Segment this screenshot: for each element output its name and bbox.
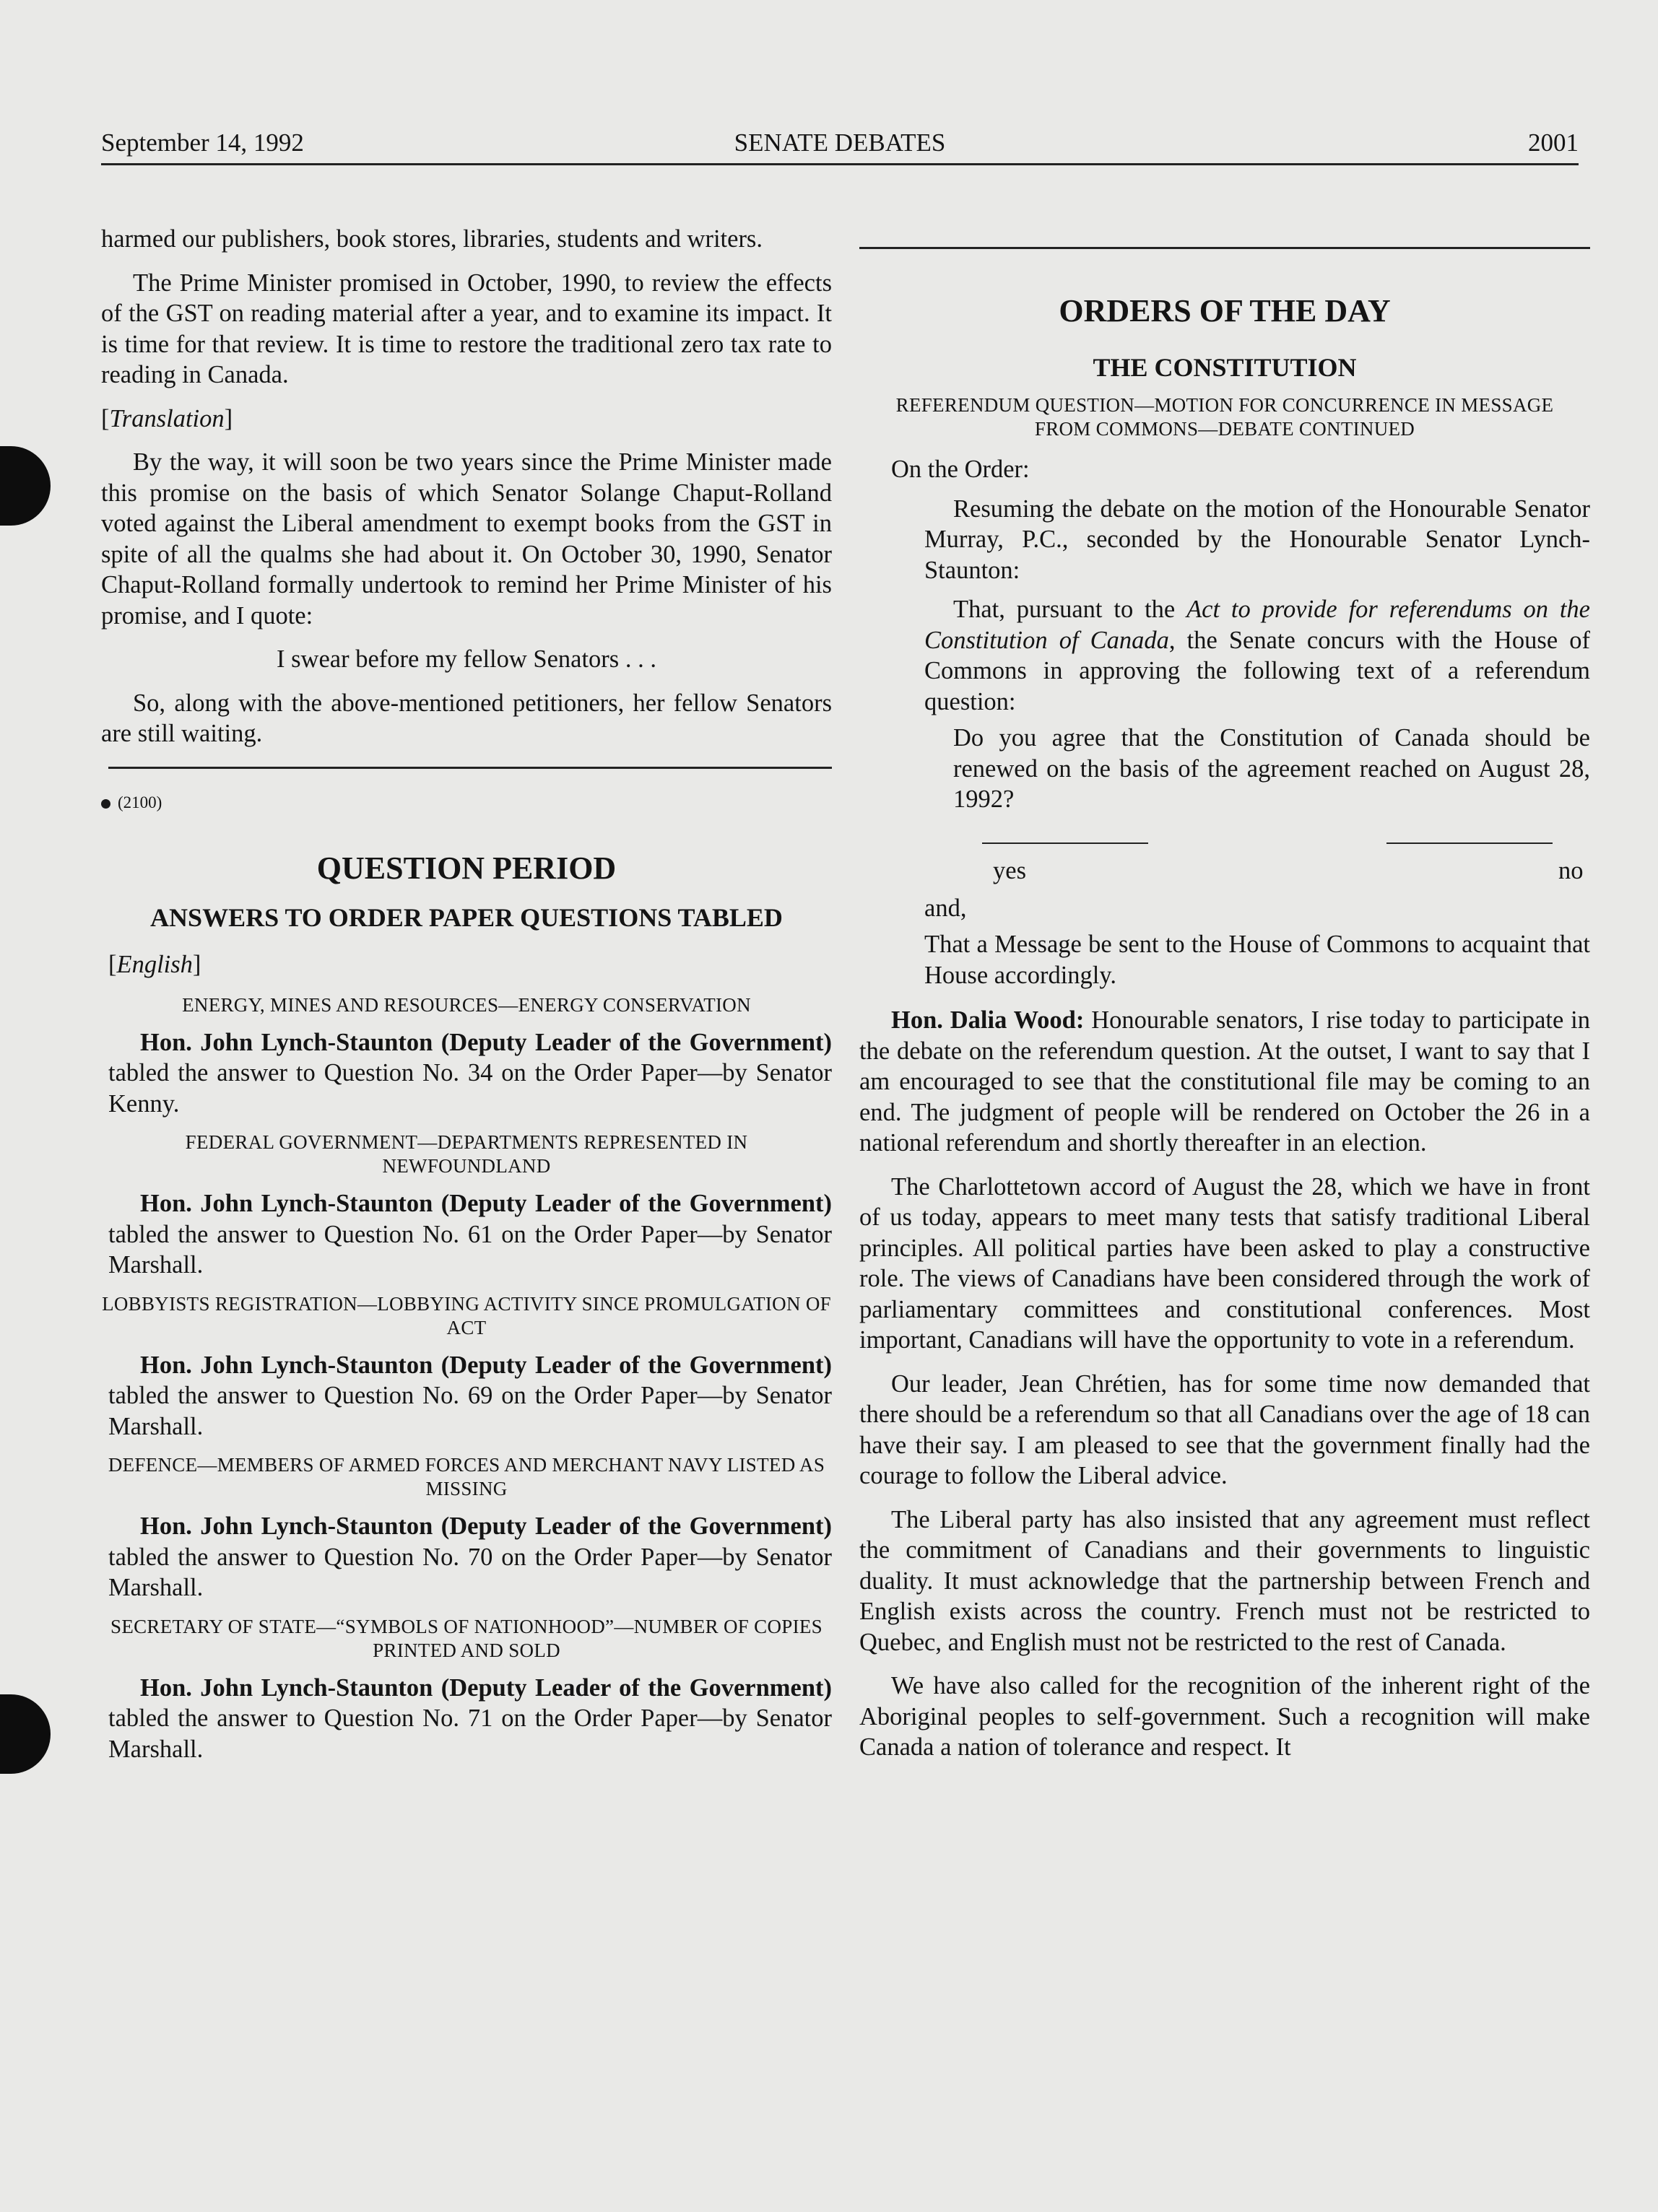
quotation: I swear before my fellow Senators . . .	[277, 645, 656, 673]
paragraph: The Prime Minister promised in October, 1990, to review the effects of the GST on reading material after a year, and to examine its impact. It is time for that review. It is time to restore the traditional zero tax rate to reading in Canada.	[101, 269, 832, 388]
speaker-name: Hon. John Lynch-Staunton (Deputy Leader of the Government)	[140, 1512, 832, 1540]
translation-label: Translation	[109, 404, 225, 432]
answer-text: tabled the answer to Question No. 34 on the Order Paper—by Senator Kenny.	[108, 1059, 832, 1118]
speech-paragraph: Our leader, Jean Chrétien, has for some time now demanded that there should be a referendum so that all Canadians over the age of 18 can have their say. I am pleased to see that the government finally had the courage to follow the Liberal advice.	[859, 1370, 1590, 1489]
paragraph: harmed our publishers, book stores, libraries, students and writers.	[101, 225, 763, 253]
question-answer	[108, 1027, 832, 1120]
order-label: On the Order:	[891, 456, 1030, 483]
header-date: September 14, 1992	[101, 129, 304, 157]
question-answer	[108, 1350, 832, 1442]
referendum-question: Do you agree that the Constitution of Canada should be renewed on the basis of the agreement reached on August 28, 1992?	[953, 724, 1590, 813]
translation-note: [Translation]	[101, 404, 233, 432]
speaker-name: Hon. John Lynch-Staunton (Deputy Leader of the Government)	[140, 1028, 832, 1056]
speaker-name: Hon. Dalia Wood:	[891, 1006, 1085, 1034]
page-number: 2001	[1528, 129, 1579, 157]
motion-post: , the Senate concurs with the House of Commons in approving the following text of a referendum question:	[924, 626, 1590, 715]
speech-paragraph: We have also called for the recognition of the inherent right of the Aboriginal peoples to self-government. Such a recognition will make Canada a nation of tolerance and respect. It	[859, 1672, 1590, 1761]
section-divider	[108, 767, 832, 769]
bullet-icon	[101, 799, 110, 809]
right-column	[859, 224, 1590, 1763]
debate-subtitle: REFERENDUM QUESTION—MOTION FOR CONCURRENCE IN MESSAGE FROM COMMONS—DEBATE CONTINUED	[895, 394, 1554, 440]
question-answer	[108, 1188, 832, 1281]
section-subheading: ANSWERS TO ORDER PAPER QUESTIONS TABLED	[150, 903, 783, 932]
time-marker	[101, 788, 832, 819]
answer-text: tabled the answer to Question No. 70 on the Order Paper—by Senator Marshall.	[108, 1543, 832, 1601]
ballot-line	[982, 842, 1148, 844]
page-header	[101, 129, 1579, 165]
question-title: DEFENCE—MEMBERS OF ARMED FORCES AND MERCHANT NAVY LISTED AS MISSING	[108, 1454, 825, 1499]
speech-paragraph: The Liberal party has also insisted that any agreement must reflect the commitment of Canadians and their governments to linguistic duality. It must acknowledge that the partnership between French and English exists across the country. French must not be restricted to Quebec, and English must not be restricted to the rest of Canada.	[859, 1505, 1590, 1656]
time-marker-text: (2100)	[118, 793, 162, 811]
speech-paragraph: The Charlottetown accord of August the 28, which we have in front of us today, appears to meet many tests that satisfy traditional Liberal principles. All political parties have been asked to play a constructive role. The views of Canadians have been considered through the work of parliamentary committees and constitutional conferences. Most important, Canadians will have the opportunity to vote in a referendum.	[859, 1172, 1590, 1354]
question-answer	[108, 1511, 832, 1603]
section-heading: QUESTION PERIOD	[316, 850, 617, 886]
section-heading: ORDERS OF THE DAY	[1059, 293, 1391, 328]
question-title: FEDERAL GOVERNMENT—DEPARTMENTS REPRESENTED IN NEWFOUNDLAND	[185, 1131, 748, 1177]
ballot-line	[1386, 842, 1553, 844]
ballot-options	[859, 828, 1590, 907]
header-title: SENATE DEBATES	[734, 129, 946, 157]
speech-text: Honourable senators, I rise today to participate in the debate on the referendum question. At the outset, I want to say that I am encouraged to see that the constitutional file may be coming to an end. The judgment of people will be rendered on October the 26 in a national referendum and shortly thereafter in an election.	[859, 1006, 1590, 1157]
speaker-name: Hon. John Lynch-Staunton (Deputy Leader of the Government)	[140, 1190, 832, 1217]
speaker-name: Hon. John Lynch-Staunton (Deputy Leader of the Government)	[140, 1673, 832, 1702]
section-subheading: THE CONSTITUTION	[1093, 353, 1357, 382]
language-note: [English]	[108, 951, 201, 978]
conjunction: and,	[924, 894, 967, 922]
ballot-yes: yes	[993, 856, 1026, 884]
paragraph: By the way, it will soon be two years since the Prime Minister made this promise on the basis of which Senator Solange Chaput-Rolland voted against the Liberal amendment to exempt books from the GST in spite of all the qualms she had about it. On October 30, 1990, Senator Chaput-Rolland formally undertook to remind her Prime Minister of his promise, and I quote:	[101, 448, 832, 630]
question-title: LOBBYISTS REGISTRATION—LOBBYING ACTIVITY SINCE PROMULGATION OF ACT	[102, 1292, 831, 1338]
paragraph: That a Message be sent to the House of Commons to acquaint that House accordingly.	[924, 931, 1590, 989]
act-title: Act to provide for referendums on the Constitution of Canada	[924, 596, 1590, 654]
question-title: ENERGY, MINES AND RESOURCES—ENERGY CONSERVATION	[182, 993, 751, 1016]
paragraph: So, along with the above-mentioned petitioners, her fellow Senators are still waiting.	[101, 689, 832, 747]
binder-hole	[0, 1694, 51, 1774]
binder-hole	[0, 446, 51, 526]
answer-text: tabled the answer to Question No. 71 on the Order Paper—by Senator Marshall.	[108, 1704, 832, 1763]
section-divider	[859, 247, 1590, 249]
speech-paragraph	[859, 1005, 1590, 1159]
answer-text: tabled the answer to Question No. 61 on the Order Paper—by Senator Marshall.	[108, 1220, 832, 1279]
motion-text	[924, 594, 1590, 717]
ballot-no: no	[1558, 856, 1584, 884]
speaker-name: Hon. John Lynch-Staunton (Deputy Leader of the Government)	[140, 1351, 832, 1379]
left-column	[101, 224, 832, 1764]
motion-pre: That, pursuant to the	[953, 596, 1187, 623]
question-title: SECRETARY OF STATE—“SYMBOLS OF NATIONHOOD”—NUMBER OF COPIES PRINTED AND SOLD	[110, 1615, 823, 1661]
answer-text: tabled the answer to Question No. 69 on the Order Paper—by Senator Marshall.	[108, 1382, 832, 1440]
english-label: English	[116, 951, 193, 978]
question-answer	[108, 1673, 832, 1765]
paragraph: Resuming the debate on the motion of the Honourable Senator Murray, P.C., seconded by the Honourable Senator Lynch-Staunton:	[924, 495, 1590, 584]
